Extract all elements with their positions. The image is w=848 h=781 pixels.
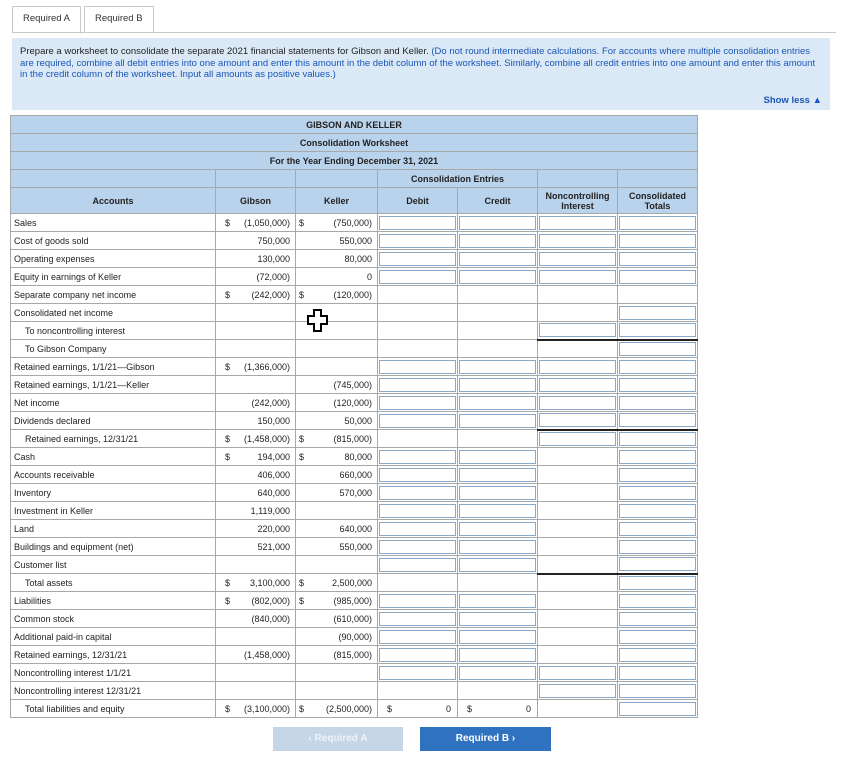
credit-input[interactable] (458, 502, 538, 520)
gibson-amount: (840,000) (216, 610, 296, 628)
credit-total: $ 0 (458, 700, 538, 718)
consolidated-total-input[interactable] (618, 574, 698, 592)
account-label: Liabilities (11, 592, 216, 610)
tab-bar (12, 6, 157, 32)
keller-amount: (610,000) (296, 610, 378, 628)
keller-amount: 550,000 (296, 232, 378, 250)
gibson-amount: $ (242,000) (216, 286, 296, 304)
table-row (11, 376, 698, 394)
table-row (11, 448, 698, 466)
table-row (11, 286, 698, 304)
gibson-amount: (1,458,000) (216, 646, 296, 664)
noncontrolling-interest-input[interactable] (538, 214, 618, 232)
debit-input[interactable] (378, 448, 458, 466)
noncontrolling-interest-input[interactable] (538, 250, 618, 268)
account-label: Additional paid-in capital (11, 628, 216, 646)
move-cursor-icon (307, 309, 329, 333)
account-label: Common stock (11, 610, 216, 628)
keller-amount: $ (120,000) (296, 286, 378, 304)
credit-input[interactable] (458, 448, 538, 466)
noncontrolling-interest-input[interactable] (538, 376, 618, 394)
debit-input[interactable] (378, 268, 458, 286)
credit-input[interactable] (458, 214, 538, 232)
account-label: Noncontrolling interest 12/31/21 (11, 682, 216, 700)
gibson-amount (216, 556, 296, 574)
noncontrolling-interest-input[interactable] (538, 412, 618, 430)
table-row (11, 466, 698, 484)
consolidated-total-input[interactable] (618, 664, 698, 682)
debit-input[interactable] (378, 646, 458, 664)
keller-amount: 0 (296, 268, 378, 286)
consolidated-total-input[interactable] (618, 484, 698, 502)
consolidated-total-input[interactable] (618, 358, 698, 376)
credit-input[interactable] (458, 376, 538, 394)
consolidated-total-input[interactable] (618, 610, 698, 628)
credit-input[interactable] (458, 412, 538, 430)
required-a-button[interactable]: ‹ Required A (273, 727, 403, 751)
table-row (11, 358, 698, 376)
credit-header: Credit (458, 188, 538, 214)
consolidated-total-input[interactable] (618, 214, 698, 232)
noncontrolling-interest-input[interactable] (538, 394, 618, 412)
gibson-total-liabilities-equity: $ (3,100,000) (216, 700, 296, 718)
credit-input[interactable] (458, 646, 538, 664)
consolidated-total-input[interactable] (618, 628, 698, 646)
account-label: To noncontrolling interest (11, 322, 216, 340)
keller-amount: $ (750,000) (296, 214, 378, 232)
debit-input[interactable] (378, 592, 458, 610)
account-label: Consolidated net income (11, 304, 216, 322)
account-label: Dividends declared (11, 412, 216, 430)
gibson-amount (216, 664, 296, 682)
table-row (11, 322, 698, 340)
table-row (11, 520, 698, 538)
debit-input[interactable] (378, 412, 458, 430)
consolidated-total-input[interactable] (618, 430, 698, 448)
table-row (11, 430, 698, 448)
consolidation-worksheet (10, 115, 698, 718)
required-b-button[interactable]: Required B › (420, 727, 551, 751)
account-label: Investment in Keller (11, 502, 216, 520)
gibson-amount: (72,000) (216, 268, 296, 286)
table-row (11, 502, 698, 520)
gibson-amount: $ (802,000) (216, 592, 296, 610)
keller-amount: 80,000 (296, 250, 378, 268)
account-label: Equity in earnings of Keller (11, 268, 216, 286)
table-row (11, 574, 698, 592)
accounts-header: Accounts (11, 188, 216, 214)
total-liabilities-equity-label: Total liabilities and equity (11, 700, 216, 718)
table-row (11, 250, 698, 268)
keller-amount (296, 556, 378, 574)
account-label: Net income (11, 394, 216, 412)
consolidated-total-input[interactable] (618, 412, 698, 430)
debit-input[interactable] (378, 610, 458, 628)
keller-amount: $ (985,000) (296, 592, 378, 610)
consolidated-total-input[interactable] (618, 538, 698, 556)
consolidated-totals-header: Consolidated Totals (618, 188, 698, 214)
gibson-amount: 130,000 (216, 250, 296, 268)
keller-amount (296, 682, 378, 700)
gibson-amount: 406,000 (216, 466, 296, 484)
keller-amount: (120,000) (296, 394, 378, 412)
account-label: Buildings and equipment (net) (11, 538, 216, 556)
keller-header: Keller (296, 188, 378, 214)
debit-input[interactable] (378, 214, 458, 232)
keller-amount: $ 80,000 (296, 448, 378, 466)
table-row (11, 394, 698, 412)
gibson-amount (216, 682, 296, 700)
account-label: Retained earnings, 12/31/21 (11, 430, 216, 448)
consolidated-total-input[interactable] (618, 250, 698, 268)
gibson-amount (216, 376, 296, 394)
table-row (11, 682, 698, 700)
consolidated-total-input[interactable] (618, 448, 698, 466)
debit-total: $ 0 (378, 700, 458, 718)
consolidated-total-input[interactable] (618, 502, 698, 520)
worksheet-subtitle: Consolidation Worksheet (11, 134, 698, 152)
credit-input[interactable] (458, 556, 538, 574)
table-row (11, 232, 698, 250)
table-row (11, 484, 698, 502)
account-label: Cost of goods sold (11, 232, 216, 250)
account-label: Cash (11, 448, 216, 466)
keller-amount (296, 664, 378, 682)
table-row (11, 268, 698, 286)
keller-amount: (815,000) (296, 646, 378, 664)
noncontrolling-interest-input[interactable] (538, 268, 618, 286)
noncontrolling-interest-input[interactable] (538, 358, 618, 376)
gibson-header: Gibson (216, 188, 296, 214)
table-row (11, 340, 698, 358)
account-label: Separate company net income (11, 286, 216, 304)
worksheet-title: GIBSON AND KELLER (11, 116, 698, 134)
debit-input[interactable] (378, 394, 458, 412)
gibson-amount: $ (1,050,000) (216, 214, 296, 232)
tab-divider (12, 32, 836, 33)
table-row (11, 304, 698, 322)
debit-input[interactable] (378, 556, 458, 574)
credit-input[interactable] (458, 664, 538, 682)
consolidated-total-input[interactable] (618, 268, 698, 286)
keller-amount: (745,000) (296, 376, 378, 394)
gibson-amount: $ 3,100,000 (216, 574, 296, 592)
gibson-amount: $ (1,366,000) (216, 358, 296, 376)
keller-amount: 660,000 (296, 466, 378, 484)
tab-required-b[interactable]: Required B (84, 6, 154, 33)
account-label: Sales (11, 214, 216, 232)
account-label: Retained earnings, 1/1/21—Gibson (11, 358, 216, 376)
account-label: Retained earnings, 1/1/21—Keller (11, 376, 216, 394)
table-row (11, 628, 698, 646)
account-label: Total assets (11, 574, 216, 592)
noncontrolling-interest-input[interactable] (538, 430, 618, 448)
consolidated-total-input[interactable] (618, 556, 698, 574)
credit-input[interactable] (458, 610, 538, 628)
account-label: Operating expenses (11, 250, 216, 268)
account-label: Noncontrolling interest 1/1/21 (11, 664, 216, 682)
keller-amount: 640,000 (296, 520, 378, 538)
account-label: Inventory (11, 484, 216, 502)
credit-input[interactable] (458, 268, 538, 286)
account-label: To Gibson Company (11, 340, 216, 358)
table-row (11, 664, 698, 682)
tab-required-a[interactable]: Required A (12, 6, 81, 34)
account-label: Retained earnings, 12/31/21 (11, 646, 216, 664)
credit-input[interactable] (458, 250, 538, 268)
gibson-amount: $ (1,458,000) (216, 430, 296, 448)
consolidated-total-input[interactable] (618, 520, 698, 538)
noncontrolling-interest-header: Noncontrolling Interest (538, 188, 618, 214)
credit-input[interactable] (458, 628, 538, 646)
account-label: Customer list (11, 556, 216, 574)
consolidated-total-input[interactable] (618, 322, 698, 340)
instructions-panel (12, 38, 830, 110)
gibson-amount: 150,000 (216, 412, 296, 430)
keller-total-liabilities-equity: $ (2,500,000) (296, 700, 378, 718)
debit-input[interactable] (378, 538, 458, 556)
consolidated-total-input[interactable] (618, 466, 698, 484)
gibson-amount (216, 304, 296, 322)
keller-amount (296, 358, 378, 376)
debit-input[interactable] (378, 664, 458, 682)
debit-input[interactable] (378, 520, 458, 538)
consolidated-total-input[interactable] (618, 340, 698, 358)
credit-input[interactable] (458, 232, 538, 250)
debit-input[interactable] (378, 250, 458, 268)
gibson-amount: (242,000) (216, 394, 296, 412)
gibson-amount: 220,000 (216, 520, 296, 538)
gibson-amount (216, 340, 296, 358)
noncontrolling-interest-input[interactable] (538, 322, 618, 340)
account-label: Land (11, 520, 216, 538)
debit-header: Debit (378, 188, 458, 214)
consolidated-total-input[interactable] (618, 232, 698, 250)
credit-input[interactable] (458, 484, 538, 502)
consolidation-entries-header: Consolidation Entries (378, 170, 538, 188)
keller-amount: $ (815,000) (296, 430, 378, 448)
credit-input[interactable] (458, 358, 538, 376)
keller-amount: 50,000 (296, 412, 378, 430)
keller-amount (296, 502, 378, 520)
table-row (11, 646, 698, 664)
account-label: Accounts receivable (11, 466, 216, 484)
noncontrolling-interest-input[interactable] (538, 682, 618, 700)
keller-amount (296, 340, 378, 358)
consolidated-total-input[interactable] (618, 700, 698, 718)
credit-input[interactable] (458, 394, 538, 412)
credit-input[interactable] (458, 520, 538, 538)
gibson-amount: 640,000 (216, 484, 296, 502)
debit-input[interactable] (378, 502, 458, 520)
consolidated-total-input[interactable] (618, 682, 698, 700)
gibson-amount: 750,000 (216, 232, 296, 250)
debit-input[interactable] (378, 484, 458, 502)
gibson-amount (216, 322, 296, 340)
gibson-amount (216, 628, 296, 646)
table-row (11, 412, 698, 430)
debit-input[interactable] (378, 232, 458, 250)
table-row (11, 610, 698, 628)
debit-input[interactable] (378, 376, 458, 394)
noncontrolling-interest-input[interactable] (538, 664, 618, 682)
credit-input[interactable] (458, 592, 538, 610)
debit-input[interactable] (378, 358, 458, 376)
show-less-link[interactable]: Show less ▲ (763, 94, 822, 106)
keller-amount: (90,000) (296, 628, 378, 646)
consolidated-total-input[interactable] (618, 394, 698, 412)
keller-amount: $ 2,500,000 (296, 574, 378, 592)
table-row (11, 556, 698, 574)
table-row (11, 214, 698, 232)
worksheet-period: For the Year Ending December 31, 2021 (11, 152, 698, 170)
credit-input[interactable] (458, 538, 538, 556)
debit-input[interactable] (378, 466, 458, 484)
noncontrolling-interest-input[interactable] (538, 232, 618, 250)
table-row (11, 592, 698, 610)
instructions-text: Prepare a worksheet to consolidate the separate 2021 financial statements for Gibson and Keller. (20, 46, 429, 57)
gibson-amount: $ 194,000 (216, 448, 296, 466)
gibson-amount: 1,119,000 (216, 502, 296, 520)
keller-amount: 570,000 (296, 484, 378, 502)
consolidated-total-input[interactable] (618, 592, 698, 610)
credit-input[interactable] (458, 466, 538, 484)
instructions-note: (Do not round intermediate calculations. For accounts where multiple consolidation entries are required, combine all debit entries into one amount and enter this amount in the debit column of the worksheet. Similarly, combine all credit entries into one amount and enter this amount in the credit column of the worksheet. Input all amounts as positive values.) (20, 46, 816, 80)
debit-input[interactable] (378, 628, 458, 646)
keller-amount: 550,000 (296, 538, 378, 556)
consolidated-total-input[interactable] (618, 376, 698, 394)
consolidated-total-input[interactable] (618, 304, 698, 322)
gibson-amount: 521,000 (216, 538, 296, 556)
table-row (11, 538, 698, 556)
consolidated-total-input[interactable] (618, 646, 698, 664)
